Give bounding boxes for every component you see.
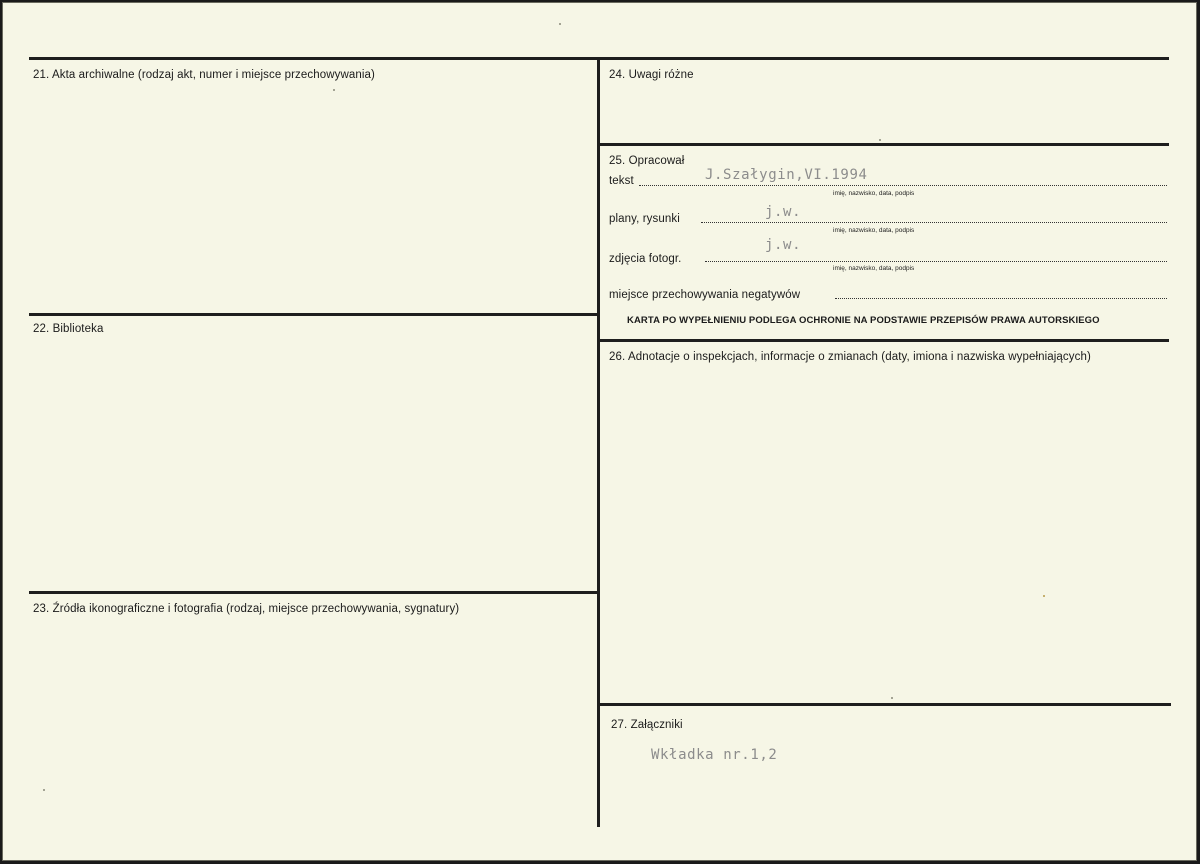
section-22-label: 22. Biblioteka (33, 323, 104, 335)
negatywy-line (835, 298, 1167, 299)
column-divider (597, 57, 600, 827)
plany-value: j.w. (765, 204, 802, 220)
rule-25-top (597, 143, 1169, 146)
rule-27-top (597, 703, 1171, 706)
section-24-label: 24. Uwagi różne (609, 69, 694, 81)
paper-speck (891, 697, 893, 699)
zdjecia-line (705, 261, 1167, 262)
tekst-label: tekst (609, 175, 634, 187)
rule-22-top (29, 313, 599, 316)
rule-26-top (597, 339, 1169, 342)
paper-speck (333, 89, 335, 91)
plany-line (701, 222, 1167, 223)
negatywy-label: miejsce przechowywania negatywów (609, 289, 801, 301)
paper-speck (1043, 595, 1045, 597)
tekst-signature-hint: imię, nazwisko, data, podpis (833, 190, 915, 197)
paper-speck (879, 139, 881, 141)
zdjecia-label: zdjęcia fotogr. (609, 253, 682, 265)
section-26-label: 26. Adnotacje o inspekcjach, informacje o zmianach (daty, imiona i nazwiska wypełniających) (609, 351, 1091, 363)
section-27-label: 27. Załączniki (611, 719, 683, 731)
paper-speck (43, 789, 45, 791)
copyright-notice: KARTA PO WYPEŁNIENIU PODLEGA OCHRONIE NA PODSTAWIE PRZEPISÓW PRAWA AUTORSKIEGO (627, 315, 1100, 326)
record-card (2, 2, 1197, 861)
plany-signature-hint: imię, nazwisko, data, podpis (833, 227, 915, 234)
plany-label: plany, rysunki (609, 213, 680, 225)
section-25-label: 25. Opracował (609, 155, 685, 167)
zdjecia-signature-hint: imię, nazwisko, data, podpis (833, 265, 915, 272)
rule-23-top (29, 591, 599, 594)
zdjecia-value: j.w. (765, 237, 802, 253)
paper-speck (559, 23, 561, 25)
section-21-label: 21. Akta archiwalne (rodzaj akt, numer i miejsce przechowywania) (33, 69, 375, 81)
attachments-value: Wkładka nr.1,2 (651, 747, 778, 763)
tekst-value: J.Szałygin,VI.1994 (705, 167, 868, 183)
section-23-label: 23. Źródła ikonograficzne i fotografia (rodzaj, miejsce przechowywania, sygnatury) (33, 603, 460, 615)
tekst-line (639, 185, 1167, 186)
